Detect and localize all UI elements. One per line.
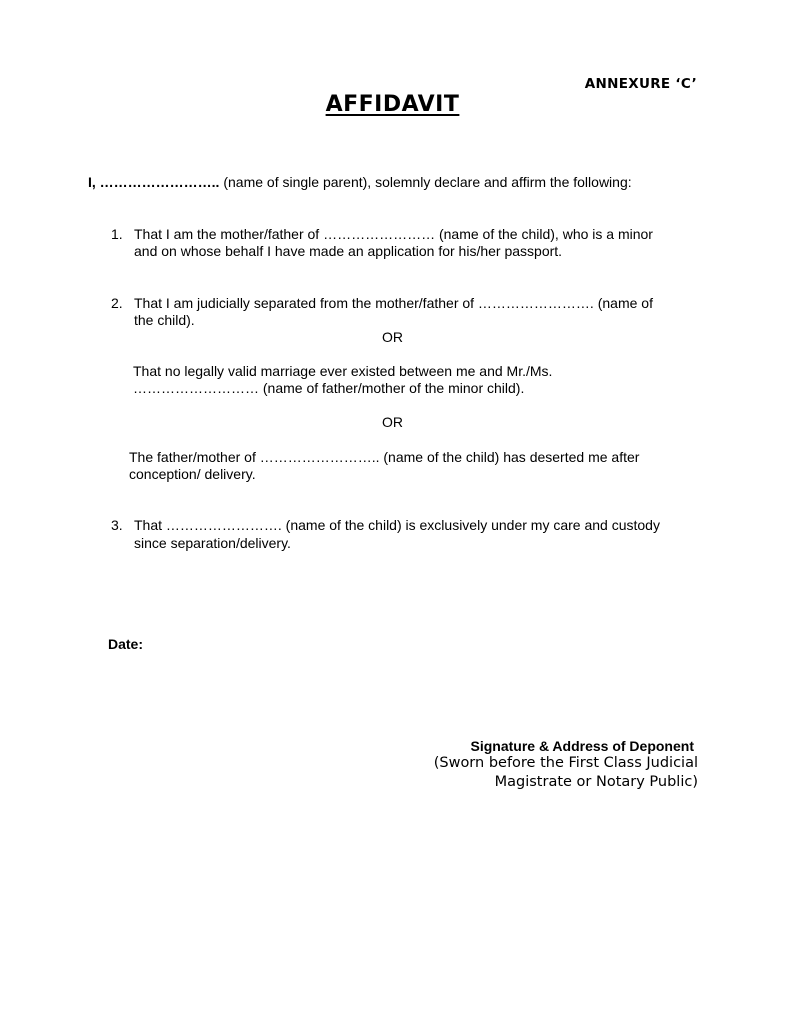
item-3-line-1: That ……………………. (name of the child) is exclusively under my care and custody: [134, 517, 660, 533]
or-separator-1-text: OR: [382, 329, 403, 345]
intro-text: (name of single parent), solemnly declare and affirm the following:: [219, 174, 632, 190]
document-title-text: AFFIDAVIT: [325, 92, 460, 117]
sworn-line-1: (Sworn before the First Class Judicial: [433, 755, 698, 771]
item-2-number: 2.: [111, 295, 123, 311]
alt-a-line-2: ……………………… (name of father/mother of the minor child).: [133, 380, 525, 396]
or-separator-1: [0, 329, 791, 346]
item-3-line-2: since separation/delivery.: [134, 535, 291, 551]
document-title: [0, 92, 791, 117]
alt-b-line-1: The father/mother of …………………….. (name of the child) has deserted me after: [129, 449, 640, 465]
item-2-line-2: the child).: [134, 312, 195, 328]
alt-a-line-1: That no legally valid marriage ever existed between me and Mr./Ms.: [133, 363, 553, 379]
item-1-number: 1.: [111, 226, 123, 242]
date-label: Date:: [108, 636, 144, 652]
sworn-line-2: Magistrate or Notary Public): [494, 774, 698, 790]
or-separator-2-text: OR: [382, 414, 403, 430]
or-separator-2: [0, 414, 791, 431]
item-1-line-2: and on whose behalf I have made an application for his/her passport.: [134, 243, 563, 259]
item-2-line-1: That I am judicially separated from the mother/father of ……………………. (name of: [134, 295, 653, 311]
item-1-line-1: That I am the mother/father of …………………… (name of the child), who is a minor: [134, 226, 653, 242]
intro-blank: I, ……………………..: [88, 174, 220, 190]
signature-title: Signature & Address of Deponent: [470, 738, 694, 754]
intro-declaration: [88, 174, 632, 191]
annexure-label: ANNEXURE ‘C’: [584, 76, 697, 92]
item-3-number: 3.: [111, 517, 123, 533]
alt-b-line-2: conception/ delivery.: [129, 466, 256, 482]
